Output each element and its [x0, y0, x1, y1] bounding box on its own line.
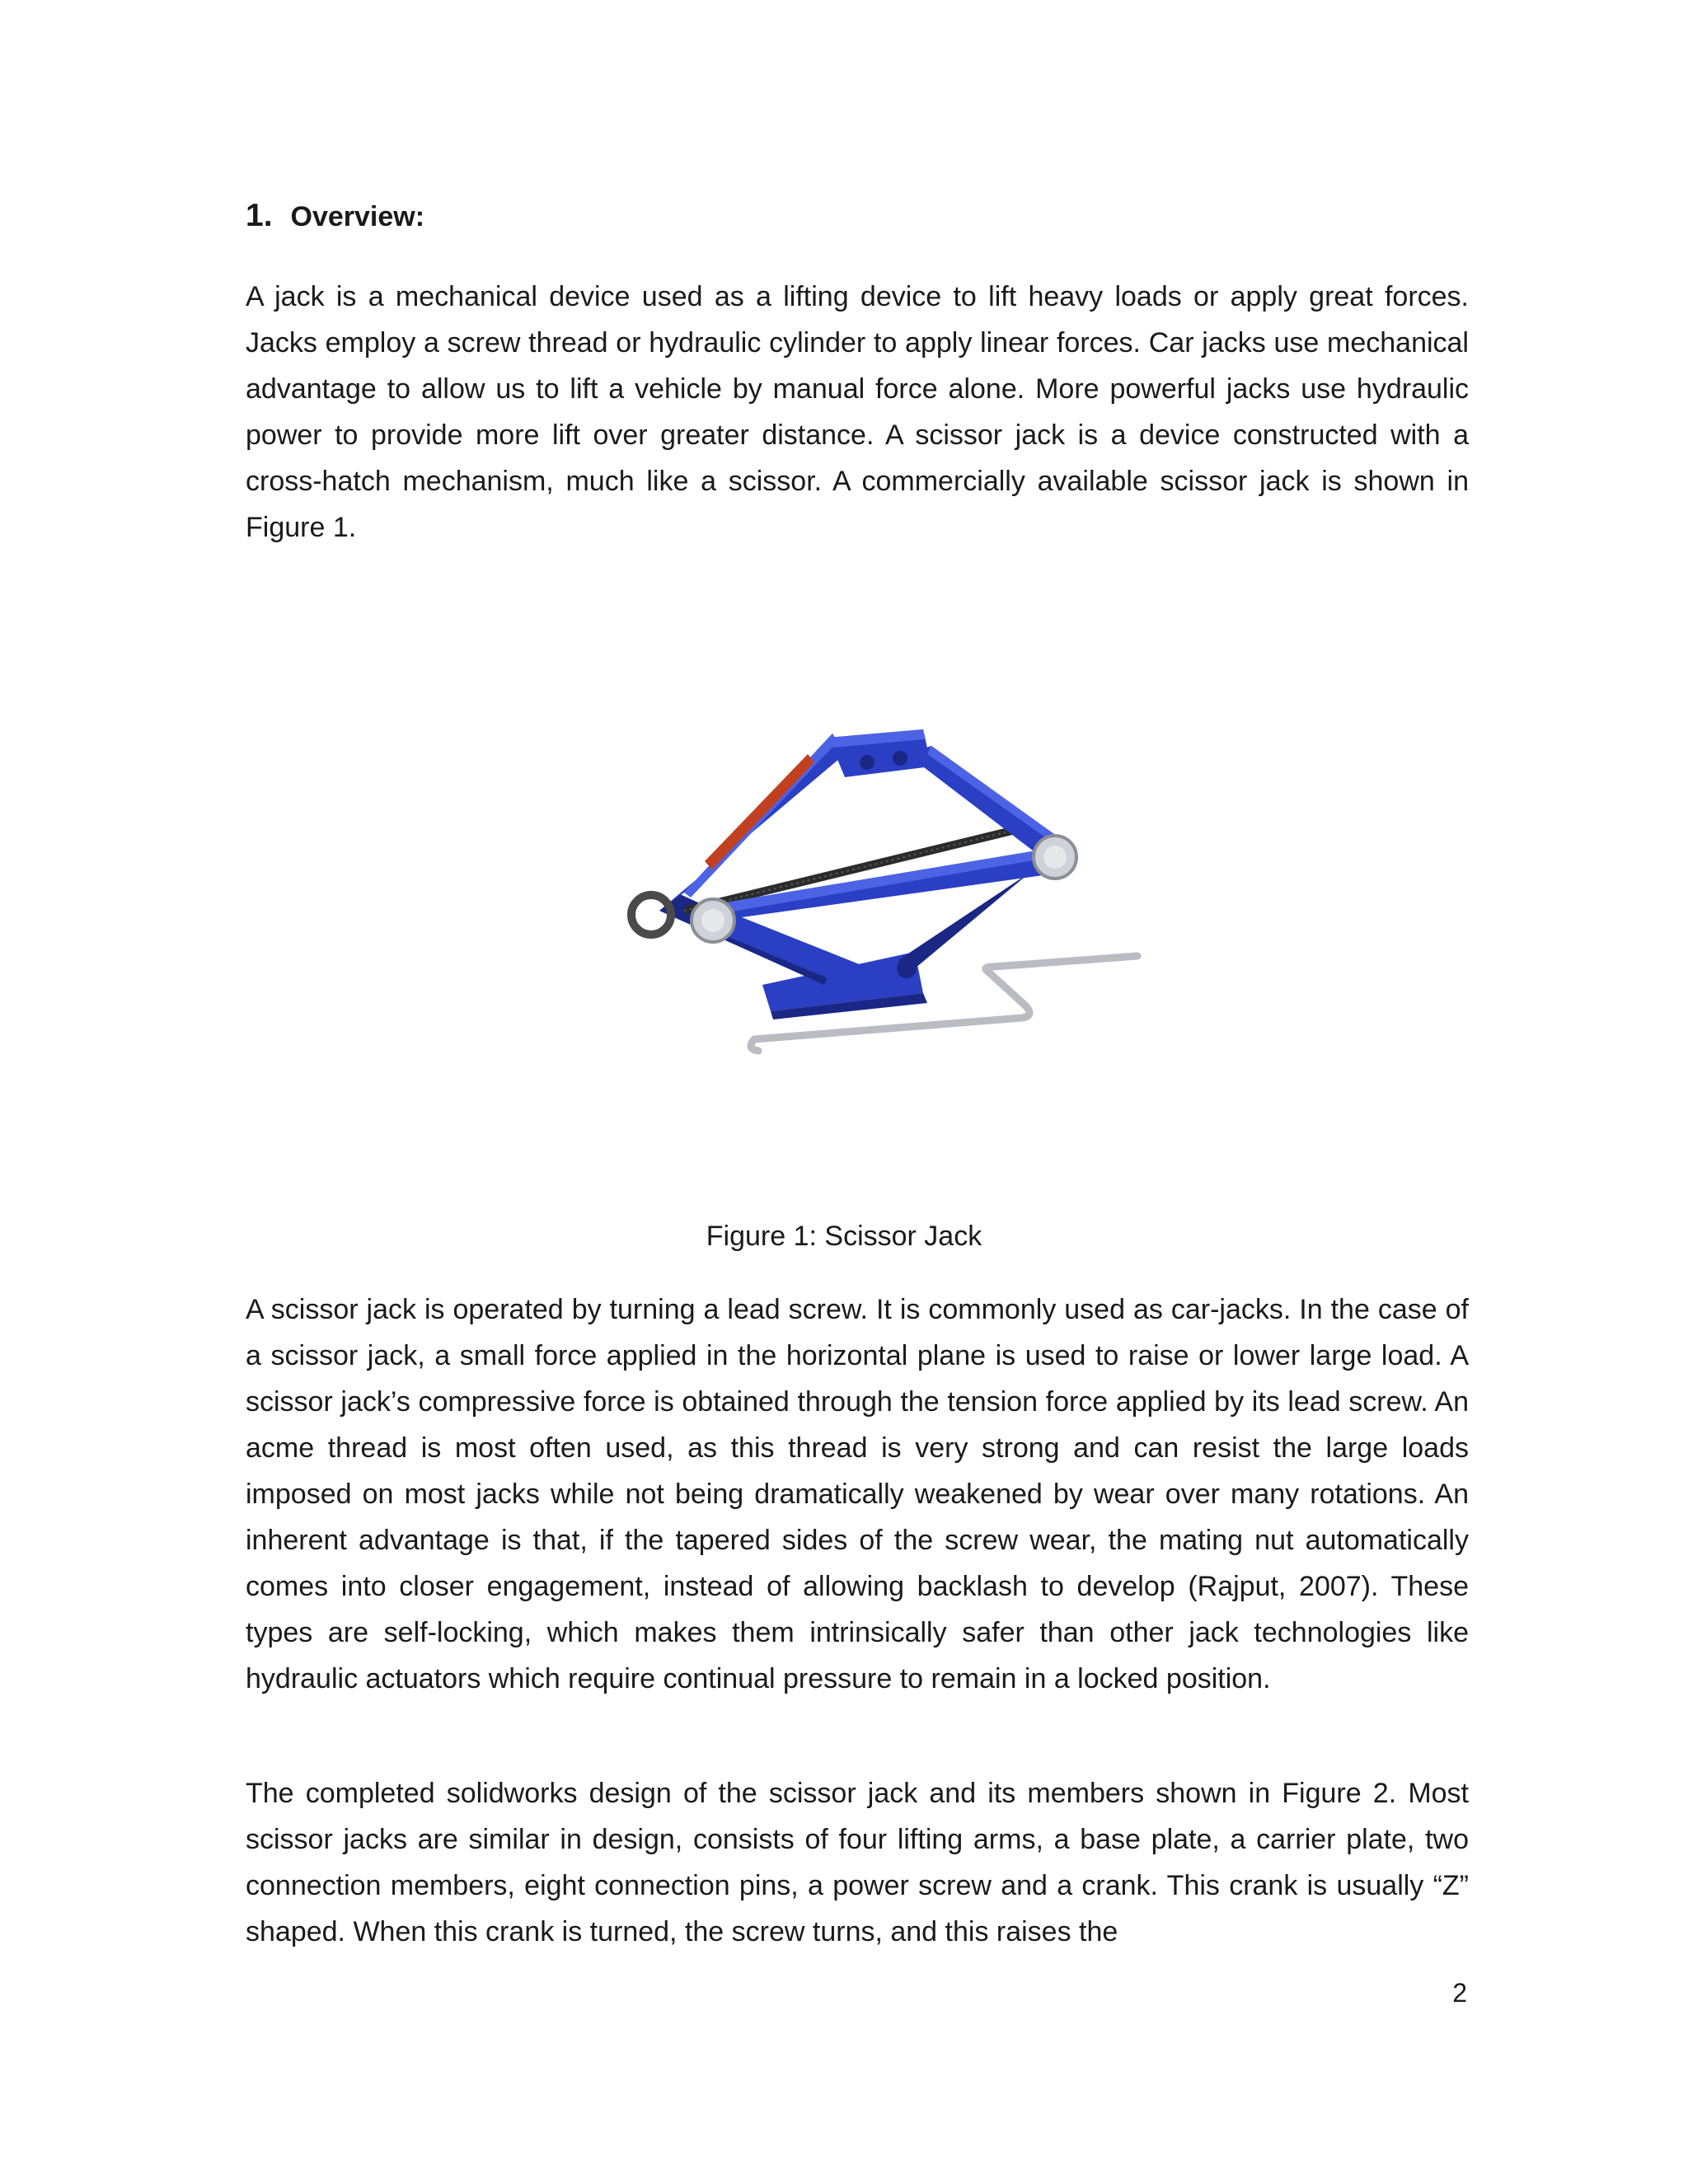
paragraph-design: The completed solidworks design of the scissor jack and its members shown in Figure 2. Most scissor jacks are similar in design, consists of four lifting arms, a base plate, a carrier plate, two connection members, eight connection pins, a power screw and a crank. This crank is usually “Z” shaped. When this crank is turned, the screw turns, and this raises the — [246, 1778, 1469, 1947]
scissor-jack-figure — [560, 705, 1154, 1076]
figure-caption: Figure 1: Scissor Jack — [706, 1221, 982, 1252]
screw-eye — [631, 895, 671, 935]
pin-bottom — [897, 958, 917, 978]
paragraph-overview: A jack is a mechanical device used as a lifting device to lift heavy loads or apply great forces. Jacks employ a screw thread or hydraulic cylinder to apply linear forces. Car jacks use mechanical advantage to allow us to lift a vehicle by manual force alone. More powerful jacks use hydraulic power to provide more lift over greater distance. A scissor jack is a device constructed with a cross-hatch mechanism, much like a scissor. A commercially available scissor jack is shown in Figure 1. — [246, 281, 1469, 543]
scissor-jack-image — [560, 705, 1154, 1076]
paragraph-operation: A scissor jack is operated by turning a lead screw. It is commonly used as car-jacks. In the case of a scissor jack, a small force applied in the horizontal plane is used to raise or lower large load. A scissor jack’s compressive force is obtained through the tension force applied by its lead screw. An acme thread is most often used, as this thread is very strong and can resist the large loads imposed on most jacks while not being dramatically weakened by wear over many rotations. An inherent advantage is that, if the tapered sides of the screw wear, the mating nut automatically comes into closer engagement, instead of allowing backlash to develop (Rajput, 2007). These types are self-locking, which makes them intrinsically safer than other jack technologies like hydraulic actuators which require continual pressure to remain in a locked position. — [246, 1294, 1469, 1694]
section-heading — [246, 198, 1469, 236]
warning-label — [705, 754, 814, 869]
section-title: Overview: — [290, 201, 425, 232]
page-number: 2 — [1452, 1978, 1467, 2008]
page-content — [246, 198, 1469, 551]
section-number: 1. — [246, 198, 273, 233]
